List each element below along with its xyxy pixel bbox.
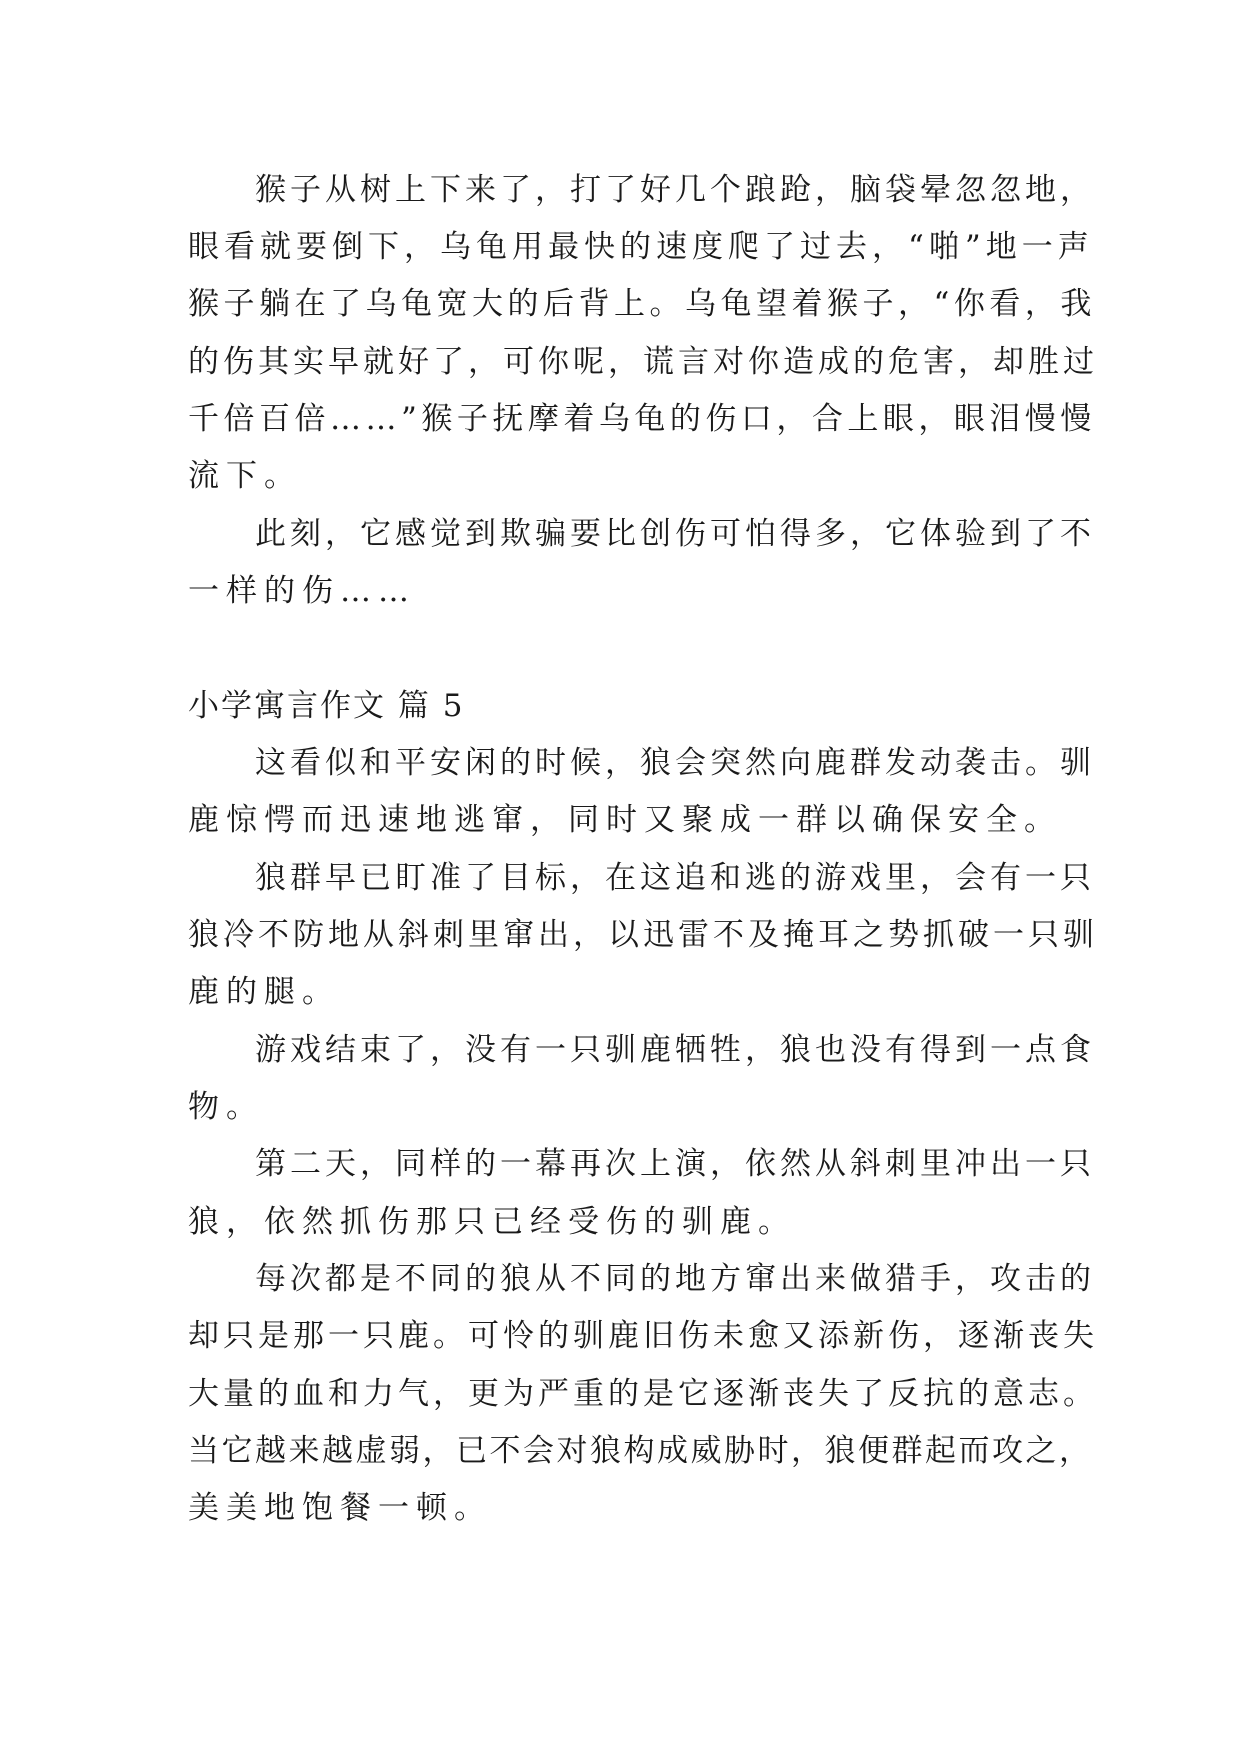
paragraph-line: 此刻，它感觉到欺骗要比创伤可怕得多，它体验到了不 bbox=[255, 516, 1095, 552]
paragraph-line: 鹿惊愕而迅速地逃窜，同时又聚成一群以确保安全。 bbox=[188, 802, 1062, 838]
paragraph-line: 猴子从树上下来了，打了好几个踉跄，脑袋晕忽忽地， bbox=[255, 172, 1095, 208]
paragraph-line: 游戏结束了，没有一只驯鹿牺牲，狼也没有得到一点食 bbox=[255, 1032, 1095, 1068]
section-heading: 小学寓言作文 篇 5 bbox=[188, 688, 465, 724]
paragraph-line: 狼群早已盯准了目标，在这追和逃的游戏里，会有一只 bbox=[255, 860, 1095, 896]
paragraph-line: 鹿的腿。 bbox=[188, 974, 340, 1010]
paragraph-line: 狼冷不防地从斜刺里窜出，以迅雷不及掩耳之势抓破一只驯 bbox=[188, 917, 1098, 953]
paragraph-line: 狼，依然抓伤那只已经受伤的驯鹿。 bbox=[188, 1204, 796, 1240]
paragraph-line: 千倍百倍……”猴子抚摩着乌龟的伤口，合上眼，眼泪慢慢 bbox=[188, 401, 1096, 437]
paragraph-line: 却只是那一只鹿。可怜的驯鹿旧伤未愈又添新伤，逐渐丧失 bbox=[188, 1318, 1098, 1354]
paragraph-line: 物。 bbox=[188, 1089, 264, 1125]
paragraph-line: 猴子躺在了乌龟宽大的后背上。乌龟望着猴子，“你看，我 bbox=[188, 286, 1096, 322]
paragraph-line: 眼看就要倒下，乌龟用最快的速度爬了过去，“啪”地一声 bbox=[188, 229, 1094, 265]
paragraph-line: 的伤其实早就好了，可你呢，谎言对你造成的危害，却胜过 bbox=[188, 344, 1098, 380]
paragraph-line: 这看似和平安闲的时候，狼会突然向鹿群发动袭击。驯 bbox=[255, 745, 1095, 781]
paragraph-line: 流下。 bbox=[188, 458, 302, 494]
paragraph-line: 大量的血和力气，更为严重的是它逐渐丧失了反抗的意志。 bbox=[188, 1376, 1098, 1412]
paragraph-line: 当它越来越虚弱，已不会对狼构成威胁时，狼便群起而攻之， bbox=[188, 1433, 1093, 1469]
paragraph-line: 第二天，同样的一幕再次上演，依然从斜刺里冲出一只 bbox=[255, 1146, 1095, 1182]
paragraph-line: 美美地饱餐一顿。 bbox=[188, 1490, 492, 1526]
paragraph-line: 每次都是不同的狼从不同的地方窜出来做猎手，攻击的 bbox=[255, 1261, 1095, 1297]
paragraph-line: 一样的伤…… bbox=[188, 573, 416, 609]
